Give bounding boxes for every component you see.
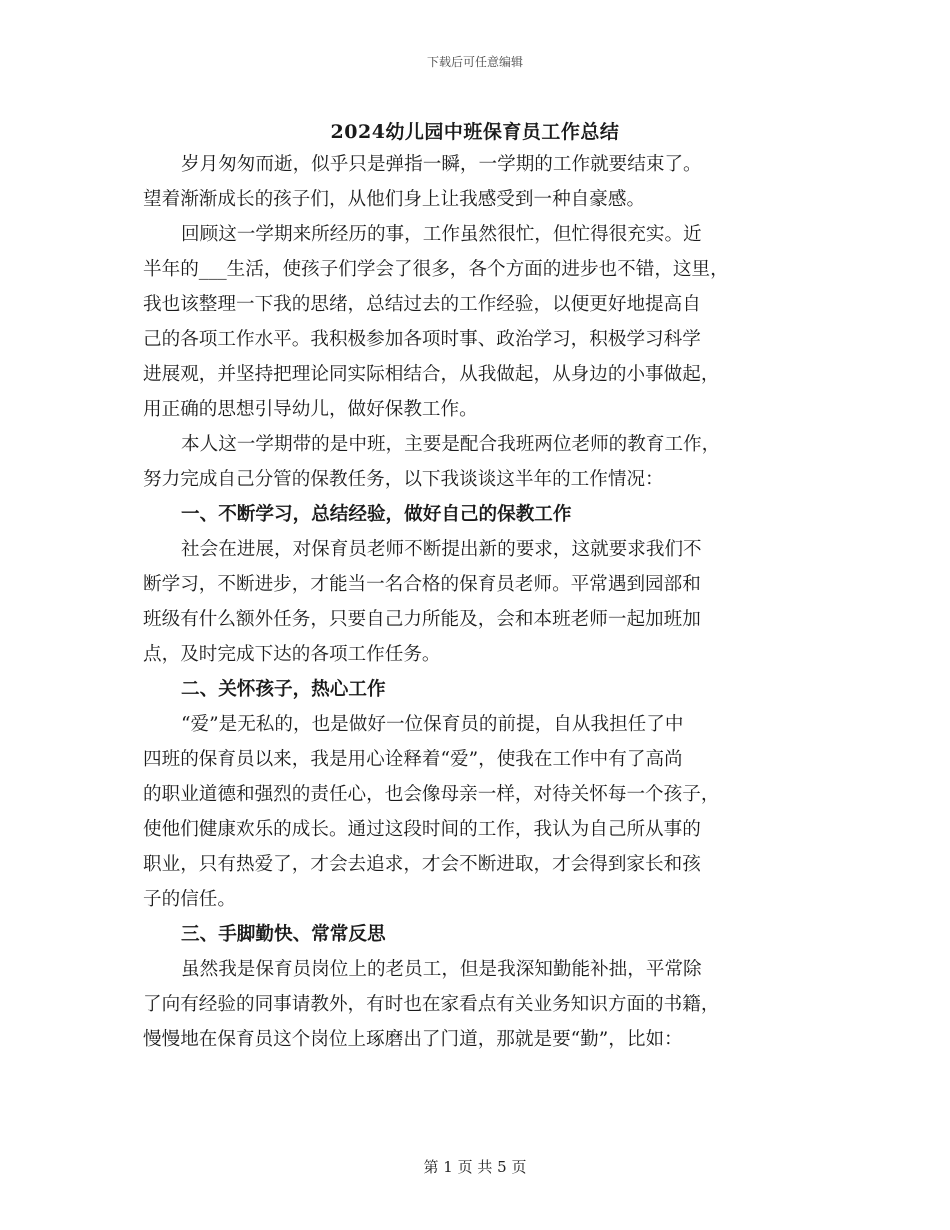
- header-note: 下载后可任意编辑: [426, 55, 523, 69]
- body-text-line: “爱”是无私的，也是做好一位保育员的前提，自从我担任了中: [181, 714, 684, 735]
- body-text-line: 了向有经验的同事请教外，有时也在家看点有关业务知识方面的书籍，: [143, 994, 720, 1015]
- body-text-line: 使他们健康欢乐的成长。通过这段时间的工作，我认为自己所从事的: [143, 819, 701, 840]
- section-heading: 一、不断学习，总结经验，做好自己的保教工作: [181, 504, 572, 525]
- body-text-line: 的职业道德和强烈的责任心，也会像母亲一样，对待关怀每一个孩子，: [143, 784, 720, 805]
- body-text-line: 己的各项工作水平。我积极参加各项时事、政治学习，积极学习科学: [143, 329, 701, 350]
- body-text-line: 社会在进展，对保育员老师不断提出新的要求，这就要求我们不: [181, 539, 702, 560]
- body-text-line: 望着渐渐成长的孩子们，从他们身上让我感受到一种自豪感。: [143, 189, 646, 210]
- body-text-line: 班级有什么额外任务，只要自己力所能及，会和本班老师一起加班加: [143, 609, 701, 630]
- body-text-line: 慢慢地在保育员这个岗位上琢磨出了门道，那就是要“勤”，比如：: [143, 1029, 683, 1050]
- body-text-line: 用正确的思想引导幼儿，做好保教工作。: [143, 399, 478, 420]
- body-text-line: 进展观，并坚持把理论同实际相结合，从我做起，从身边的小事做起，: [143, 364, 720, 385]
- body-text-line: 岁月匆匆而逝，似乎只是弹指一瞬，一学期的工作就要结束了。: [181, 154, 702, 175]
- body-text-line: 四班的保育员以来，我是用心诠释着“爱”，使我在工作中有了高尚: [143, 749, 683, 770]
- document-title: 2024幼儿园中班保育员工作总结: [330, 121, 620, 143]
- body-text-line: 虽然我是保育员岗位上的老员工，但是我深知勤能补拙，平常除: [181, 959, 702, 980]
- section-heading: 三、手脚勤快、常常反思: [181, 924, 386, 945]
- document-body: [143, 147, 815, 1057]
- section-heading: 二、关怀孩子，热心工作: [181, 679, 386, 700]
- body-text-line: 我也该整理一下我的思绪，总结过去的工作经验，以便更好地提高自: [143, 294, 701, 315]
- body-text-line: 点，及时完成下达的各项工作任务。: [143, 644, 441, 665]
- body-text-line: 努力完成自己分管的保教任务，以下我谈谈这半年的工作情况：: [143, 469, 664, 490]
- body-text-line: 本人这一学期带的是中班，主要是配合我班两位老师的教育工作，: [181, 434, 721, 455]
- body-text-line: 断学习，不断进步，才能当一名合格的保育员老师。平常遇到园部和: [143, 574, 701, 595]
- body-text-line: 半年的___生活，使孩子们学会了很多，各个方面的进步也不错，这里，: [143, 259, 729, 280]
- body-text-line: 回顾这一学期来所经历的事，工作虽然很忙，但忙得很充实。近: [181, 224, 702, 245]
- body-text-line: 职业，只有热爱了，才会去追求，才会不断进取，才会得到家长和孩: [143, 854, 701, 875]
- body-text-line: 子的信任。: [143, 889, 236, 910]
- page-footer: 第 1 页 共 5 页: [423, 1158, 527, 1176]
